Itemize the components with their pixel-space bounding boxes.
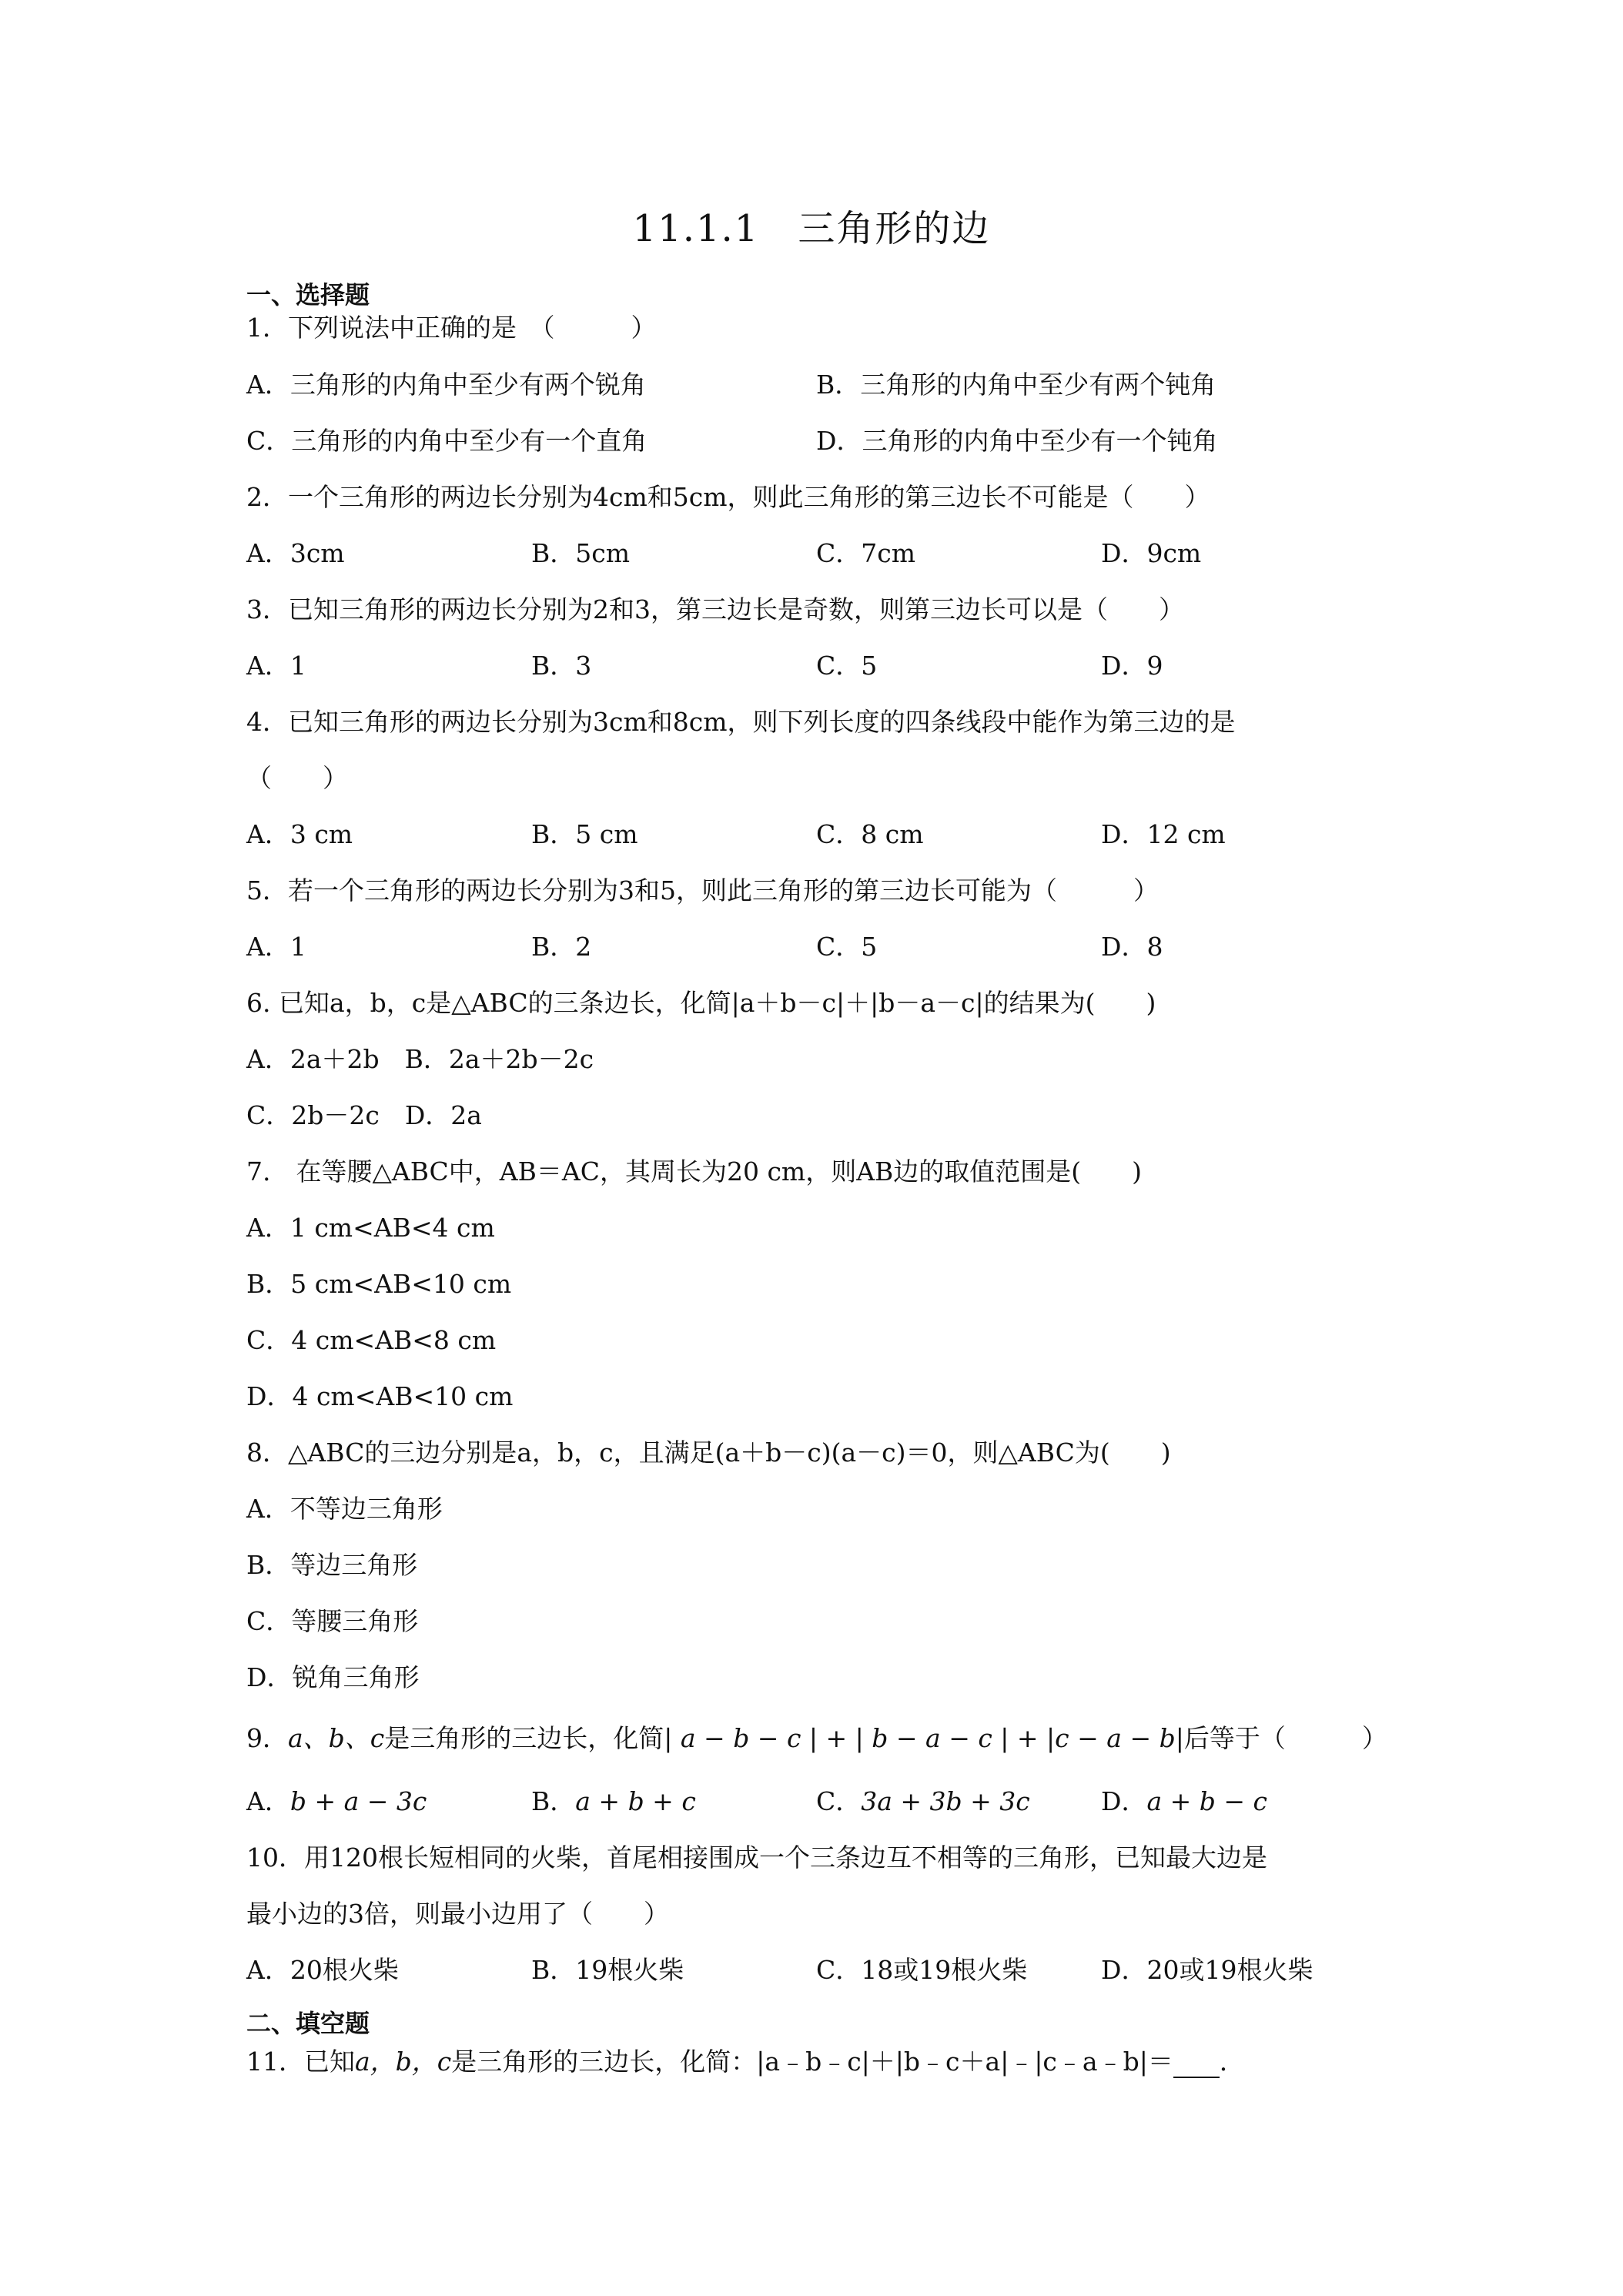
question-11-variables: a，b，c <box>355 2047 452 2077</box>
question-9-option-d[interactable] <box>1101 1782 1267 1818</box>
question-1-option-d[interactable]: D．三角形的内角中至少有一个钝角 <box>816 426 1218 456</box>
section-heading-fill-blank: 二、填空题 <box>246 2009 370 2038</box>
question-9-stem-text: 是三角形的三边长，化简 <box>384 1723 664 1753</box>
question-3-option-a[interactable]: A．1 <box>246 651 306 681</box>
question-7-option-a[interactable]: A．1 cm<AB<4 cm <box>246 1213 495 1243</box>
question-3-option-d[interactable]: D．9 <box>1101 651 1163 681</box>
question-8-option-b[interactable]: B．等边三角形 <box>246 1550 418 1580</box>
question-1-option-c[interactable]: C．三角形的内角中至少有一个直角 <box>246 426 648 456</box>
question-6-stem: 6. 已知a，b，c是△ABC的三条边长，化简|a＋b－c|＋|b－a－c|的结果为( ) <box>246 988 1156 1018</box>
question-9-stem <box>246 1719 1387 1755</box>
question-7-stem: 7. 在等腰△ABC中，AB＝AC，其周长为20 cm，则AB边的取值范围是( ) <box>246 1156 1143 1186</box>
question-10-option-c[interactable]: C．18或19根火柴 <box>816 1955 1028 1985</box>
question-7-option-b[interactable]: B．5 cm<AB<10 cm <box>246 1269 512 1299</box>
question-4-option-d[interactable]: D．12 cm <box>1101 819 1226 849</box>
question-1-stem: 1．下列说法中正确的是 （ ） <box>246 313 657 343</box>
question-10-option-a[interactable]: A．20根火柴 <box>246 1955 399 1985</box>
question-4-stem: 4．已知三角形的两边长分别为3cm和8cm，则下列长度的四条线段中能作为第三边的是 <box>246 707 1236 737</box>
question-11-stem <box>246 2042 1245 2078</box>
question-1-option-b[interactable]: B．三角形的内角中至少有两个钝角 <box>816 370 1216 400</box>
question-7-option-c[interactable]: C．4 cm<AB<8 cm <box>246 1325 497 1355</box>
question-9-option-c-expr: 3a + 3b + 3c <box>861 1786 1030 1816</box>
question-7-option-d[interactable]: D．4 cm<AB<10 cm <box>246 1381 514 1411</box>
question-3-option-c[interactable]: C．5 <box>816 651 878 681</box>
question-9-variables: a、b、c <box>288 1723 385 1753</box>
question-8-stem: 8．△ABC的三边分别是a，b，c，且满足(a＋b－c)(a－c)＝0，则△ABC为( ) <box>246 1438 1171 1468</box>
question-5-option-b[interactable]: B．2 <box>531 932 592 962</box>
section-heading-choice: 一、选择题 <box>246 280 370 310</box>
question-9-option-c-label: C． <box>816 1786 862 1816</box>
question-9-stem-end: 后等于（ ） <box>1183 1723 1387 1753</box>
page-title: 11.1.1 三角形的边 <box>632 207 991 250</box>
question-9-expression: | a − b − c | + | b − a − c | + |c − a − b| <box>664 1723 1184 1753</box>
question-3-option-b[interactable]: B．3 <box>531 651 592 681</box>
question-2-stem: 2．一个三角形的两边长分别为4cm和5cm，则此三角形的第三边长不可能是（ ） <box>246 482 1210 512</box>
question-5-option-a[interactable]: A．1 <box>246 932 306 962</box>
question-2-option-a[interactable]: A．3cm <box>246 538 345 568</box>
question-9-option-b[interactable] <box>531 1782 696 1818</box>
question-1-option-a[interactable]: A．三角形的内角中至少有两个锐角 <box>246 370 646 400</box>
question-9-option-b-label: B． <box>531 1786 576 1816</box>
question-3-stem: 3．已知三角形的两边长分别为2和3，第三边长是奇数，则第三边长可以是（ ） <box>246 594 1184 624</box>
question-11-stem-text: 是三角形的三边长，化简：|a﹣b﹣c|＋|b﹣c＋a|﹣|c﹣a﹣b|＝ <box>451 2047 1173 2077</box>
question-9-option-a-label: A． <box>246 1786 290 1816</box>
question-4-stem-continued: （ ） <box>246 763 348 793</box>
question-9-option-d-label: D． <box>1101 1786 1147 1816</box>
question-9-option-c[interactable] <box>816 1782 1030 1818</box>
question-11-stem-end: ． <box>1219 2047 1245 2077</box>
question-10-stem-continued: 最小边的3倍，则最小边用了（ ） <box>246 1899 669 1929</box>
question-9-option-b-expr: a + b + c <box>575 1786 696 1816</box>
question-4-option-a[interactable]: A．3 cm <box>246 819 353 849</box>
question-9-option-a-expr: b + a − 3c <box>289 1786 427 1816</box>
question-4-option-c[interactable]: C．8 cm <box>816 819 924 849</box>
question-5-stem: 5．若一个三角形的两边长分别为3和5，则此三角形的第三边长可能为（ ） <box>246 875 1159 905</box>
question-2-option-d[interactable]: D．9cm <box>1101 538 1202 568</box>
question-8-option-a[interactable]: A．不等边三角形 <box>246 1494 443 1524</box>
question-2-option-c[interactable]: C．7cm <box>816 538 916 568</box>
question-9-number: 9． <box>246 1723 288 1753</box>
question-8-option-d[interactable]: D．锐角三角形 <box>246 1662 420 1692</box>
question-11-number: 11．已知 <box>246 2047 355 2077</box>
question-2-option-b[interactable]: B．5cm <box>531 538 631 568</box>
question-5-option-d[interactable]: D．8 <box>1101 932 1163 962</box>
question-8-option-c[interactable]: C．等腰三角形 <box>246 1606 419 1636</box>
question-5-option-c[interactable]: C．5 <box>816 932 878 962</box>
question-6-options-ab[interactable]: A．2a＋2b B．2a＋2b－2c <box>246 1044 594 1074</box>
question-10-option-b[interactable]: B．19根火柴 <box>531 1955 684 1985</box>
question-4-option-b[interactable]: B．5 cm <box>531 819 638 849</box>
question-6-options-cd[interactable]: C．2b－2c D．2a <box>246 1100 482 1130</box>
question-10-option-d[interactable]: D．20或19根火柴 <box>1101 1955 1313 1985</box>
question-9-option-d-expr: a + b − c <box>1146 1786 1268 1816</box>
question-10-stem: 10．用120根长短相同的火柴，首尾相接围成一个三条边互不相等的三角形，已知最大边是 <box>246 1842 1267 1873</box>
question-9-option-a[interactable] <box>246 1782 427 1818</box>
answer-blank[interactable] <box>1173 2053 1220 2078</box>
